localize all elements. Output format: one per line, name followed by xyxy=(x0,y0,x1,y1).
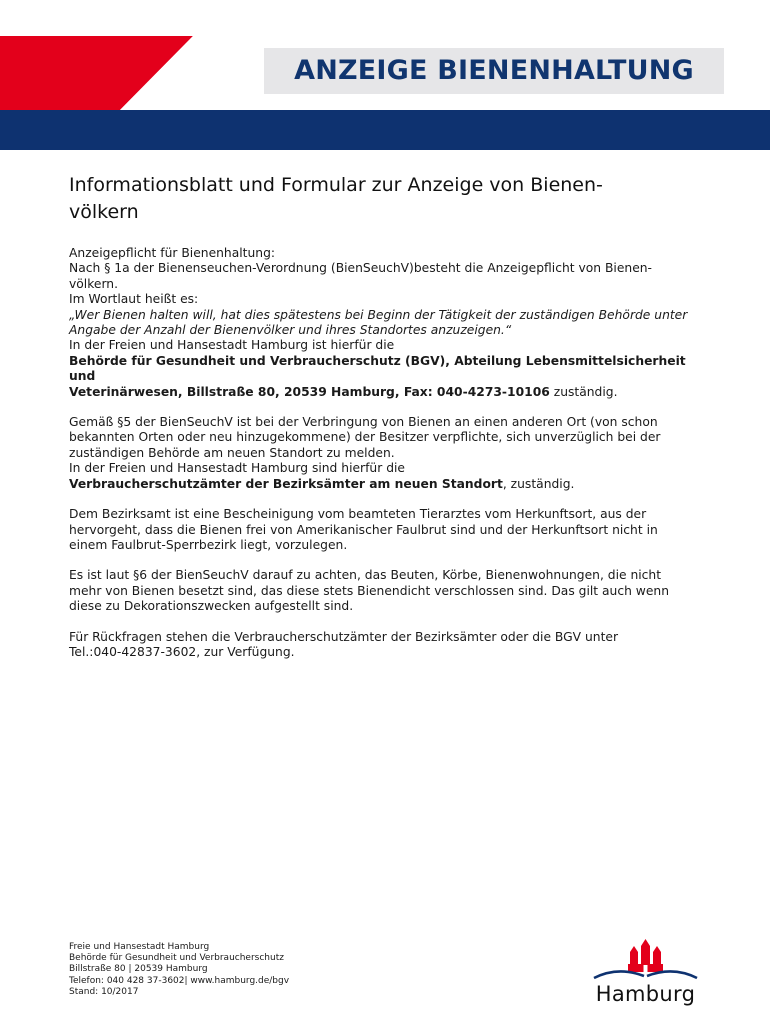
text-line: bekannten Orten oder neu hinzugekommene) der Besitzer verpflichte, sich unverzüglich bei der xyxy=(69,430,661,445)
text-line: Dem Bezirksamt ist eine Bescheinigung vom beamteten Tierarztes vom Herkunftsort, aus der xyxy=(69,507,647,522)
authority-address-line xyxy=(69,385,709,400)
text-line: völkern. xyxy=(69,276,119,291)
text-line: In der Freien und Hansestadt Hamburg sind hierfür die xyxy=(69,461,405,476)
authority-address: Veterinärwesen, Billstraße 80, 20539 Hamburg xyxy=(69,384,395,399)
text-line: diese zu Dekorationszwecken aufgestellt sind. xyxy=(69,599,354,614)
authority-fax: Fax: 040-4273-10106 xyxy=(403,384,550,399)
separator: , xyxy=(394,384,404,399)
text-line: hervorgeht, dass die Bienen frei von Amerikanischer Faulbrut sind und der Herkunftsort nicht in xyxy=(69,522,658,537)
text-line: Gemäß §5 der BienSeuchV ist bei der Verbringung von Bienen an einen anderen Ort (von schon xyxy=(69,415,658,430)
hamburg-logo xyxy=(588,938,703,1010)
banner-title: ANZEIGE BIENENHALTUNG xyxy=(264,48,724,94)
text-line: Nach § 1a der Bienenseuchen-Verordnung (BienSeuchV)besteht die Anzeigepflicht von Bienen- xyxy=(69,261,652,276)
text-line: einem Faulbrut-Sperrbezirk liegt, vorzulegen. xyxy=(69,537,348,552)
footer-address xyxy=(69,942,469,998)
footer-line: Stand: 10/2017 xyxy=(69,986,139,997)
paragraph-empty-hives xyxy=(69,568,709,614)
text-line: Tel.:040-42837-3602, zur Verfügung. xyxy=(69,644,295,659)
header-banner xyxy=(0,0,770,150)
text-line: zuständigen Behörde am neuen Standort zu melden. xyxy=(69,445,395,460)
paragraph-relocation xyxy=(69,415,709,492)
text-fragment: , zuständig. xyxy=(502,476,575,491)
text-line: Für Rückfragen stehen die Verbraucherschutzämter der Bezirksämter oder die BGV unter xyxy=(69,629,619,644)
banner-navy-band xyxy=(0,110,770,150)
paragraph-certificate xyxy=(69,507,709,553)
footer-line: Billstraße 80 | 20539 Hamburg xyxy=(69,964,208,975)
text-fragment: zuständig. xyxy=(549,384,618,399)
footer-line: Freie und Hansestadt Hamburg xyxy=(69,942,210,952)
responsible-office-line xyxy=(69,477,709,492)
text-line: Im Wortlaut heißt es: xyxy=(69,292,199,307)
title-line-1: Informationsblatt und Formular zur Anzeige von Bienen- xyxy=(69,174,603,196)
text-line: mehr von Bienen besetzt sind, das diese stets Bienendicht verschlossen sind. Das gilt auch wenn xyxy=(69,583,670,598)
quote-line: „Wer Bienen halten will, hat dies spätestens bei Beginn der Tätigkeit der zuständigen Behörde unter xyxy=(69,307,688,322)
text-line: Anzeigepflicht für Bienenhaltung: xyxy=(69,246,276,260)
paragraph-registration-duty xyxy=(69,246,709,400)
authority-name: Behörde für Gesundheit und Verbraucherschutz (BGV), Abteilung Lebensmittelsicherheit und xyxy=(69,353,686,384)
quote-line: Angabe der Anzahl der Bienenvölker und ihres Standortes anzuzeigen.“ xyxy=(69,323,512,338)
title-line-2: völkern xyxy=(69,201,139,223)
text-line: Es ist laut §6 der BienSeuchV darauf zu achten, das Beuten, Körbe, Bienenwohnungen, die nicht xyxy=(69,568,662,583)
hamburg-wordmark: Hamburg xyxy=(595,982,696,1006)
responsible-office: Verbraucherschutzämter der Bezirksämter am neuen Standort xyxy=(69,476,503,491)
paragraph-contact xyxy=(69,630,709,661)
hamburg-castle-icon xyxy=(588,938,703,984)
document-title xyxy=(69,172,709,226)
footer-line: Telefon: 040 428 37-3602| www.hamburg.de/bgv xyxy=(69,975,290,986)
document-body xyxy=(69,246,709,675)
footer-line: Behörde für Gesundheit und Verbraucherschutz xyxy=(69,953,284,964)
text-line: In der Freien und Hansestadt Hamburg ist hierfür die xyxy=(69,338,395,353)
